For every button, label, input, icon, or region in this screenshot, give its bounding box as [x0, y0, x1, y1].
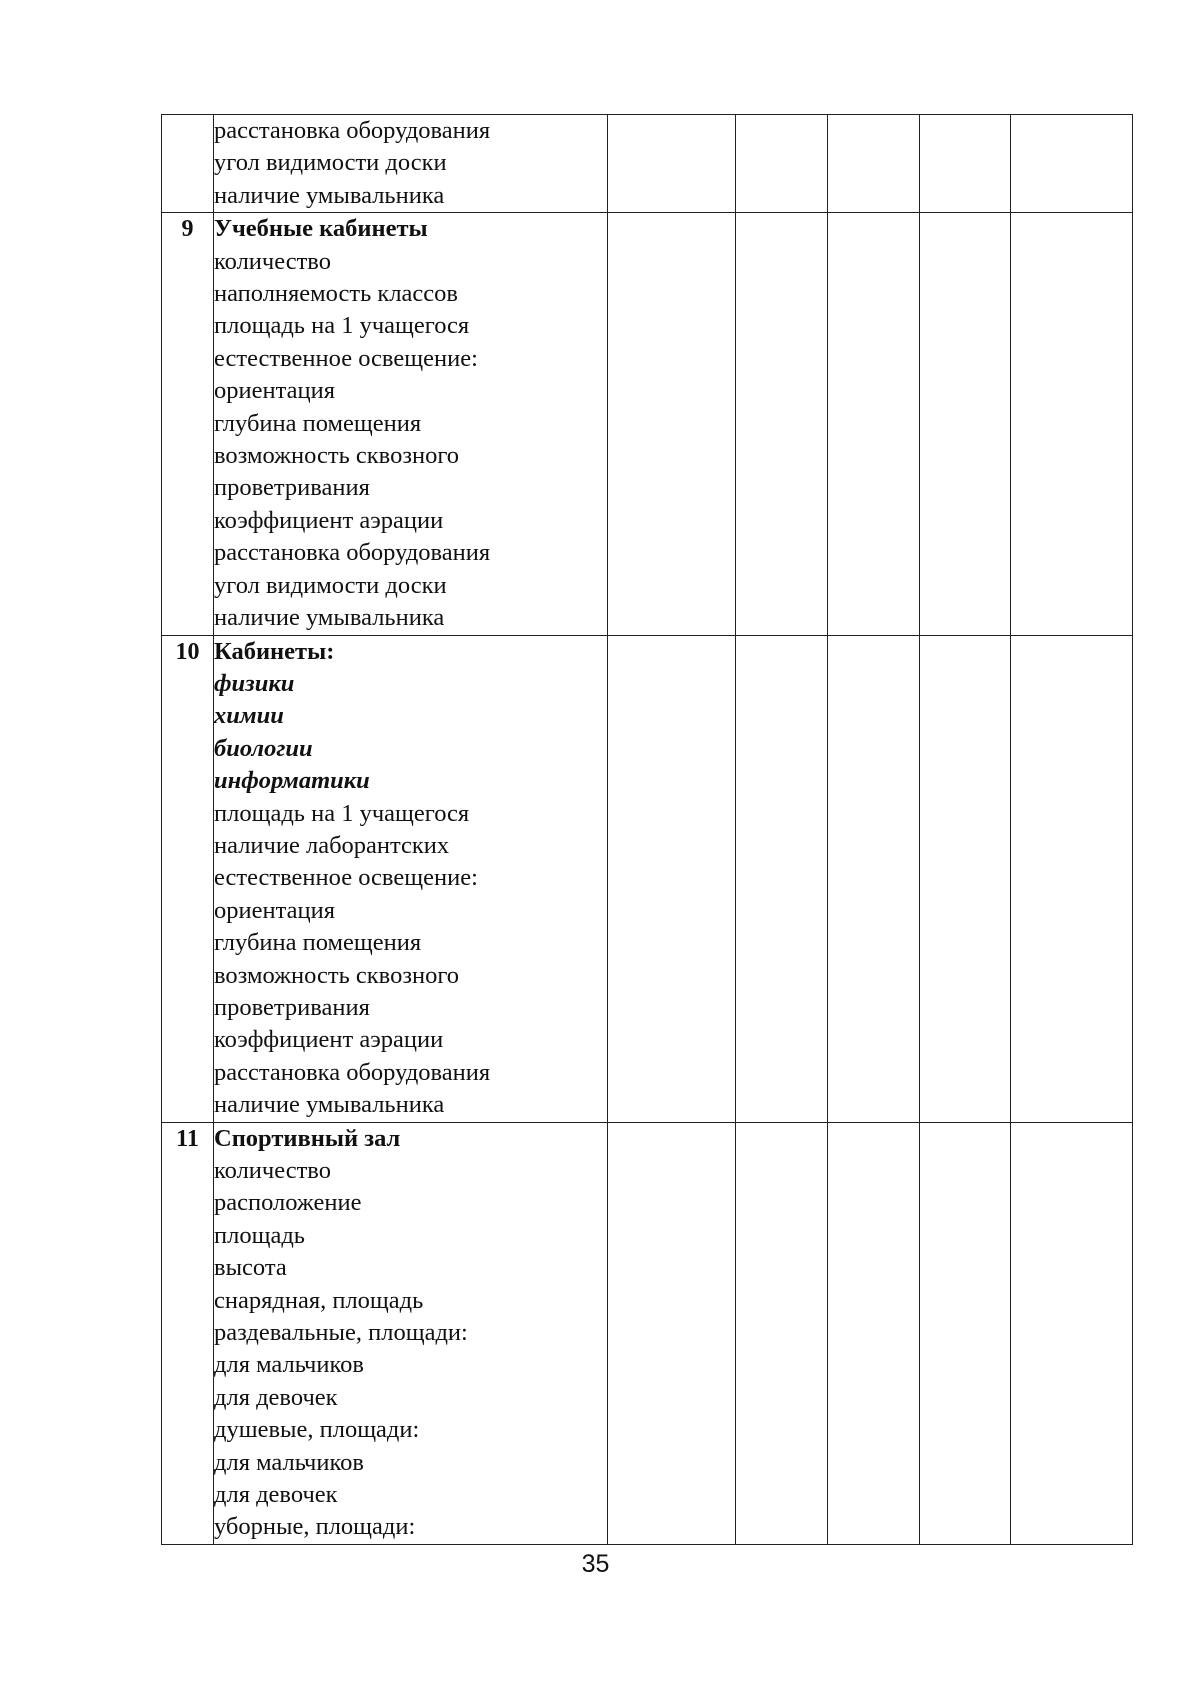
item-line: наличие умывальника — [214, 181, 445, 209]
empty-cell — [736, 213, 828, 635]
item-line: расстановка оборудования — [214, 1058, 491, 1086]
empty-cell — [828, 635, 920, 1122]
checklist-table — [161, 114, 1133, 1545]
item-line: количество — [214, 247, 331, 275]
row-number: 10 — [162, 635, 214, 1122]
heading-line: биологии — [214, 734, 313, 762]
item-line: глубина помещения — [214, 929, 422, 957]
empty-cell — [608, 213, 736, 635]
empty-cell — [608, 115, 736, 213]
heading-line: информатики — [214, 767, 370, 795]
item-line: естественное освещение: — [214, 864, 478, 892]
item-line: снарядная, площадь — [214, 1286, 424, 1314]
item-line: для девочек — [214, 1383, 338, 1411]
empty-cell — [736, 635, 828, 1122]
item-line: естественное освещение: — [214, 344, 478, 372]
empty-cell — [920, 115, 1011, 213]
heading-line: Кабинеты: — [214, 637, 335, 665]
table-row — [162, 635, 1133, 1122]
empty-cell — [1011, 635, 1133, 1122]
empty-cell — [1011, 115, 1133, 213]
item-line: наличие лаборантских — [214, 831, 450, 859]
empty-cell — [608, 1122, 736, 1544]
empty-cell — [736, 1122, 828, 1544]
row-number — [162, 115, 214, 213]
item-line: наличие умывальника — [214, 1091, 445, 1119]
item-line: расстановка оборудования — [214, 539, 491, 567]
empty-cell — [920, 635, 1011, 1122]
item-line: ориентация — [214, 896, 335, 924]
item-line: площадь — [214, 1221, 305, 1249]
heading-line: Спортивный зал — [214, 1124, 401, 1152]
item-line: расположение — [214, 1189, 362, 1217]
table-row — [162, 213, 1133, 635]
item-line: наполняемость классов — [214, 280, 458, 308]
item-line: проветривания — [214, 993, 370, 1021]
table-row — [162, 1122, 1133, 1544]
item-line: коэффициент аэрации — [214, 506, 444, 534]
empty-cell — [828, 115, 920, 213]
row-number: 11 — [162, 1122, 214, 1544]
heading-line: химии — [214, 702, 284, 730]
table-body — [162, 115, 1133, 1545]
empty-cell — [1011, 213, 1133, 635]
item-line: угол видимости доски — [214, 149, 447, 177]
item-line: коэффициент аэрации — [214, 1026, 444, 1054]
item-line: расстановка оборудования — [214, 117, 491, 144]
empty-cell — [920, 1122, 1011, 1544]
empty-cell — [608, 635, 736, 1122]
page-number: 35 — [581, 1550, 610, 1578]
heading-line: физики — [214, 669, 295, 697]
item-line: наличие умывальника — [214, 604, 445, 632]
item-line: для девочек — [214, 1481, 338, 1509]
item-line: уборные, площади: — [214, 1513, 416, 1541]
item-line: душевые, площади: — [214, 1416, 420, 1444]
item-line: площадь на 1 учащегося — [214, 799, 470, 827]
empty-cell — [920, 213, 1011, 635]
empty-cell — [828, 1122, 920, 1544]
empty-cell — [1011, 1122, 1133, 1544]
row-number: 9 — [162, 213, 214, 635]
table-row — [162, 115, 1133, 213]
item-line: количество — [214, 1157, 331, 1184]
empty-cell — [736, 115, 828, 213]
item-line: возможность сквозного — [214, 961, 460, 989]
row-description — [214, 1122, 608, 1544]
item-line: площадь на 1 учащегося — [214, 312, 470, 340]
item-line: для мальчиков — [214, 1351, 364, 1379]
item-line: угол видимости доски — [214, 571, 447, 599]
empty-cell — [828, 213, 920, 635]
row-description — [214, 635, 608, 1122]
item-line: высота — [214, 1254, 287, 1282]
row-description — [214, 213, 608, 635]
item-line: глубина помещения — [214, 409, 422, 437]
item-line: раздевальные, площади: — [214, 1319, 468, 1347]
item-line: ориентация — [214, 377, 335, 405]
item-line: проветривания — [214, 474, 370, 502]
heading-line: Учебные кабинеты — [214, 215, 428, 243]
item-line: возможность сквозного — [214, 442, 460, 470]
row-description — [214, 115, 608, 213]
item-line: для мальчиков — [214, 1448, 364, 1476]
